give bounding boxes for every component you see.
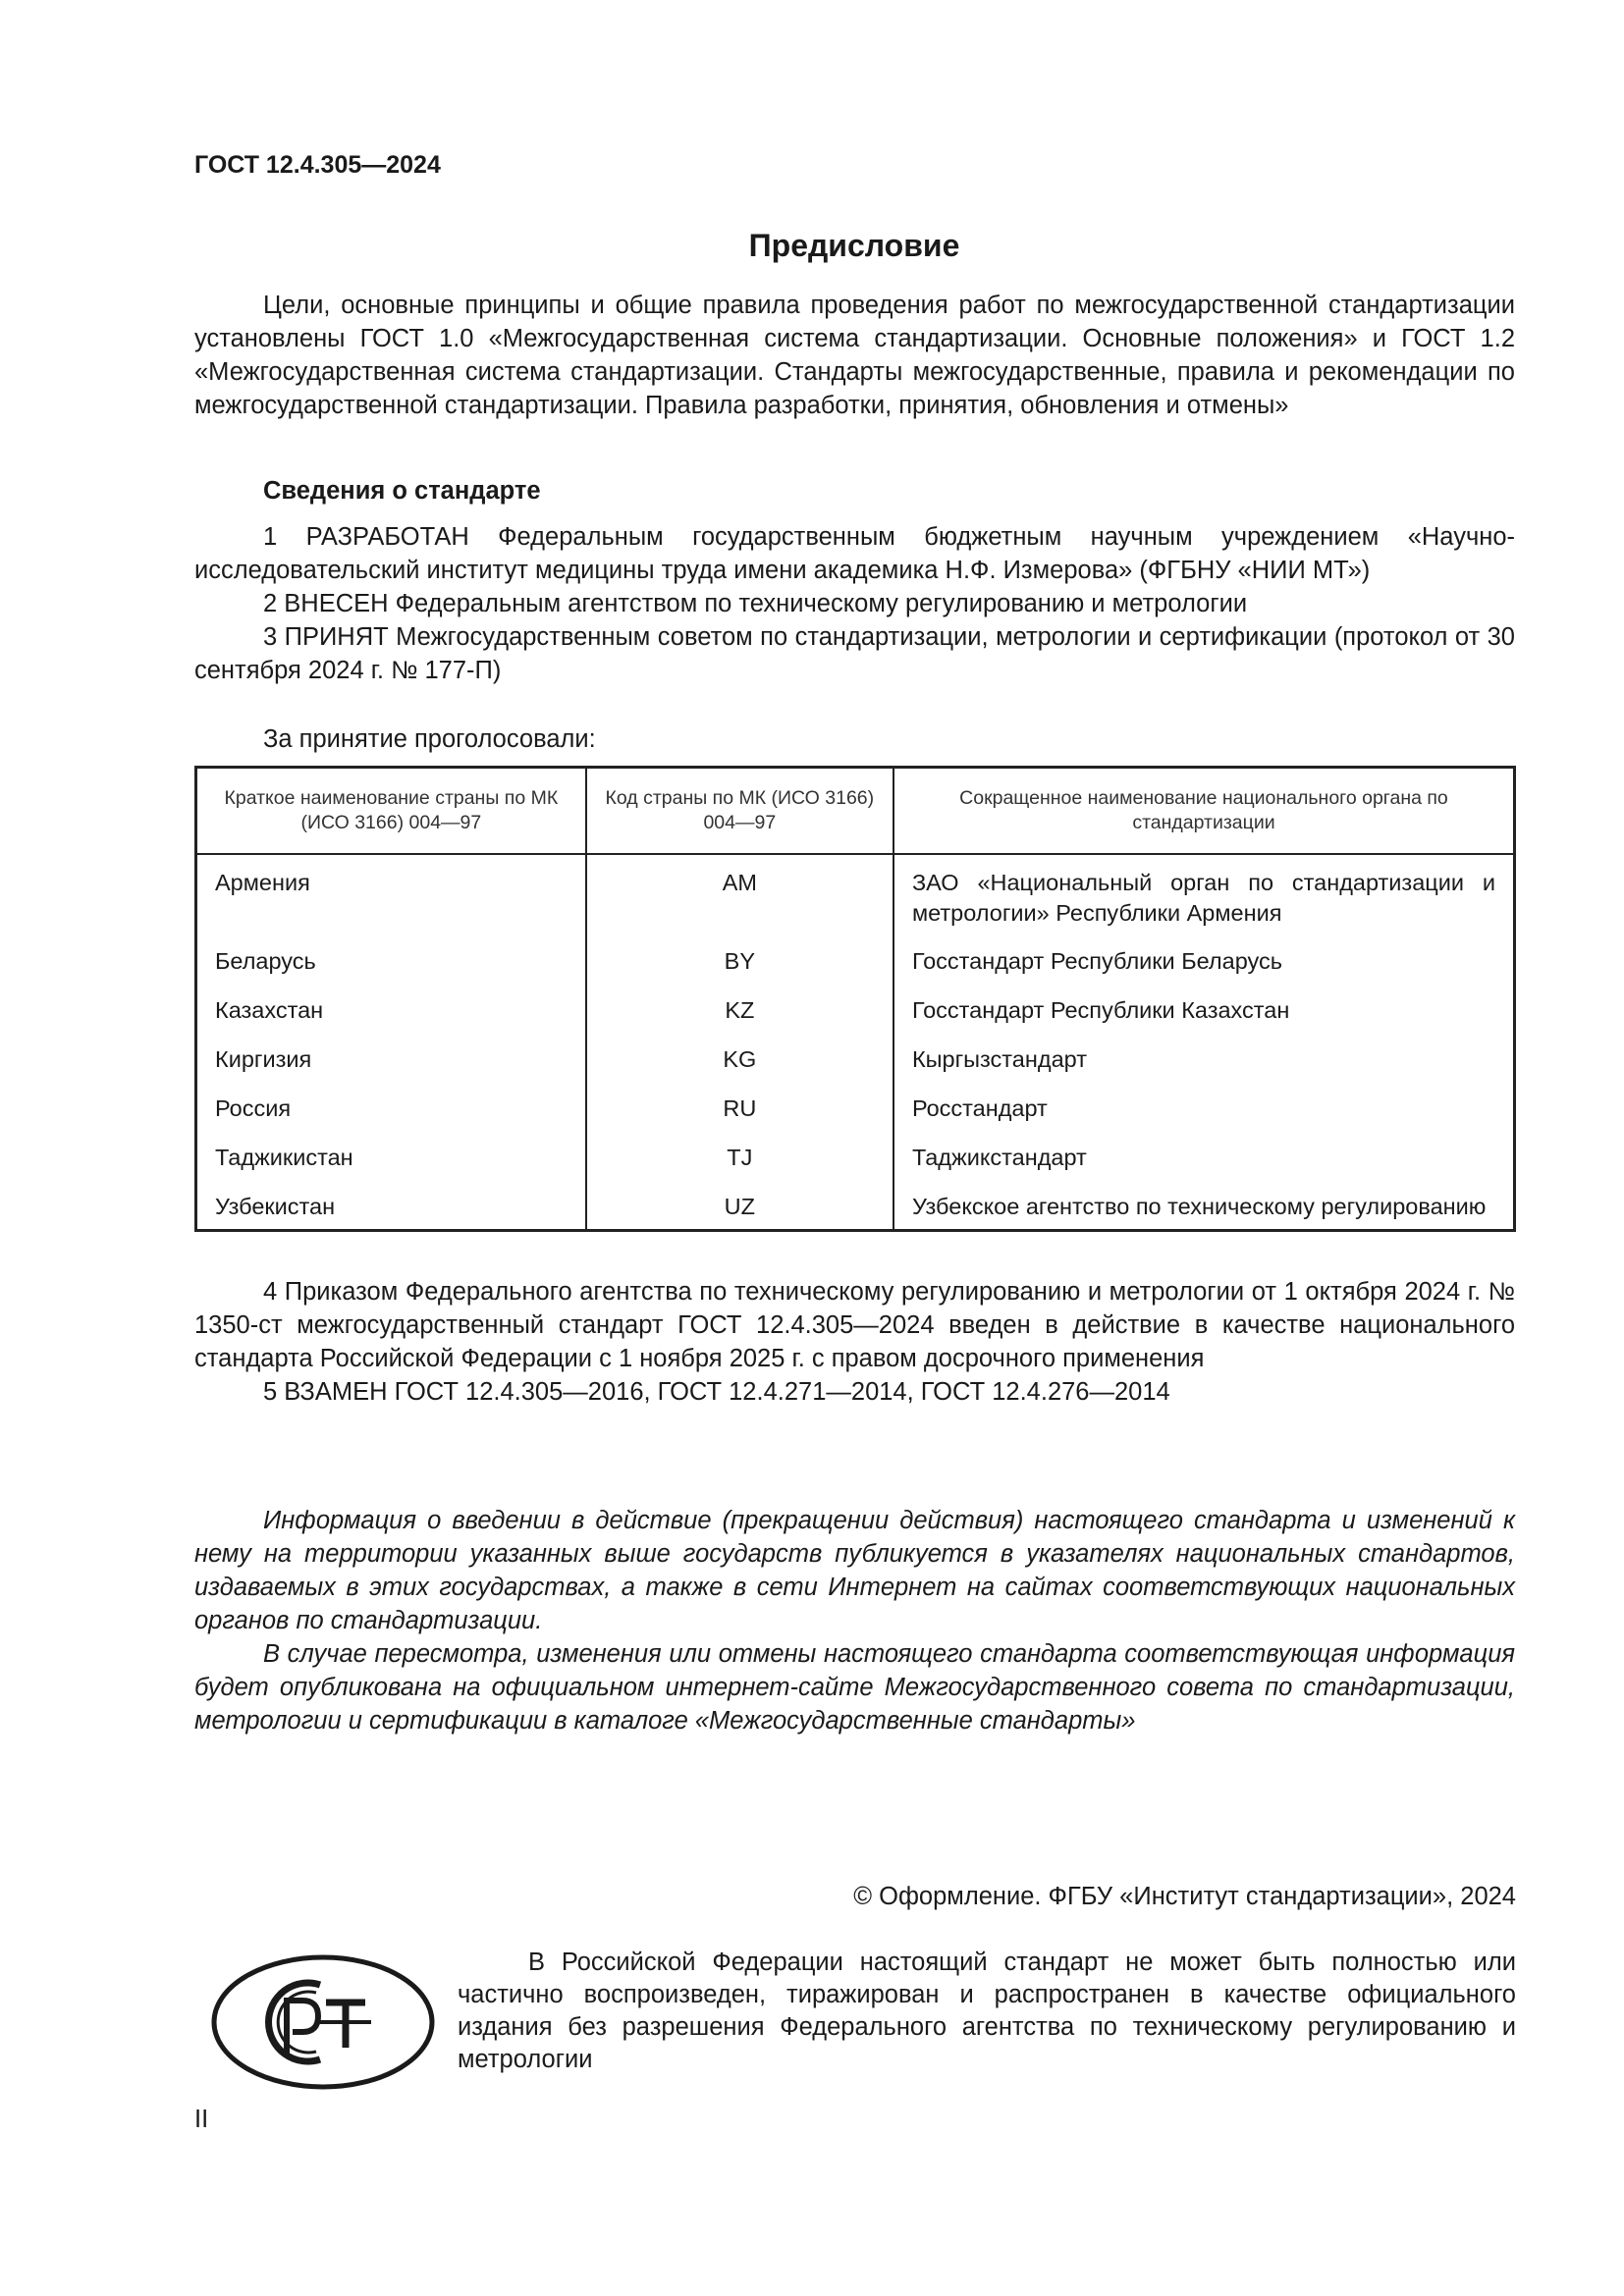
table-header-agency: Сокращенное наименование национального органа по стандартизации (893, 768, 1515, 855)
info-item-5: 5 ВЗАМЕН ГОСТ 12.4.305—2016, ГОСТ 12.4.271—2014, ГОСТ 12.4.276—2014 (263, 1378, 1170, 1406)
country-cell: Армения (215, 870, 310, 895)
intro-paragraph: Цели, основные принципы и общие правила проведения работ по межгосударственной стандартизации установлены ГОСТ 1.0 «Межгосударственная система стандартизации. Основные положения» и ГОСТ 1.2 «Межгосударственная система стандартизации. Стандарты межгосударственные, правила и рекомендации по межгосударственной стандартизации. Правила разработки, принятия, обновления и отмены» (194, 292, 1515, 419)
table-row (196, 1139, 1515, 1188)
agency-cell: ЗАО «Национальный орган по стандартизации и метрологии» Республики Армения (893, 854, 1515, 942)
agency-cell: Госстандарт Республики Беларусь (893, 942, 1515, 991)
code-cell: AM (586, 854, 893, 942)
table-header-code: Код страны по МК (ИСО 3166) 004—97 (586, 768, 893, 855)
info-item-1: 1 РАЗРАБОТАН Федеральным государственным бюджетным научным учреждением «Научно-исследовательский институт медицины труда имени академика Н.Ф. Измерова» (ФГБНУ «НИИ МТ») (194, 523, 1515, 584)
agency-cell: Росстандарт (893, 1090, 1515, 1139)
table-row (196, 1041, 1515, 1090)
info-items (194, 520, 1515, 687)
code-cell: BY (586, 942, 893, 991)
info-item-3: 3 ПРИНЯТ Межгосударственным советом по стандартизации, метрологии и сертификации (протокол от 30 сентября 2024 г. № 177-П) (194, 623, 1515, 684)
agency-cell: Узбекское агентство по техническому регулированию (893, 1188, 1515, 1231)
page-title: Предисловие (748, 228, 960, 263)
code-cell: RU (586, 1090, 893, 1139)
table-row (196, 991, 1515, 1041)
items-after-table (194, 1275, 1515, 1409)
page-number: II (194, 2106, 209, 2133)
italic-notes (194, 1504, 1515, 1737)
table-row (196, 942, 1515, 991)
country-cell: Узбекистан (215, 1194, 336, 1219)
pct-logo-icon (210, 1953, 436, 2100)
code-cell: UZ (586, 1188, 893, 1231)
info-section-title: Сведения о стандарте (263, 477, 541, 505)
table-header-row (196, 768, 1515, 855)
pct-mark-svg (210, 1953, 436, 2091)
country-cell: Беларусь (215, 948, 316, 974)
code-cell: TJ (586, 1139, 893, 1188)
italic-note-1: Информация о введении в действие (прекращении действия) настоящего стандарта и изменений к нему на территории указанных выше государств публикуется в указателях национальных стандартов, издаваемых в этих государствах, а также в сети Интернет на сайтах соответствующих национальных органов по стандартизации. (194, 1507, 1515, 1634)
agency-cell: Кыргызстандарт (893, 1041, 1515, 1090)
document-code: ГОСТ 12.4.305—2024 (194, 151, 441, 179)
country-cell: Киргизия (215, 1046, 312, 1072)
code-cell: KZ (586, 991, 893, 1041)
agency-cell: Госстандарт Республики Казахстан (893, 991, 1515, 1041)
table-header-country: Краткое наименование страны по МК (ИСО 3166) 004—97 (196, 768, 586, 855)
country-cell: Казахстан (215, 997, 324, 1023)
country-cell: Таджикистан (215, 1145, 353, 1170)
voted-label: За принятие проголосовали: (263, 725, 596, 753)
notice-text: В Российской Федерации настоящий стандарт не может быть полностью или частично воспроизведен, тиражирован и распространен в качестве официального издания без разрешения Федерального агентства по техническому регулированию и метрологии (458, 1949, 1516, 2073)
agency-cell: Таджикстандарт (893, 1139, 1515, 1188)
italic-note-2: В случае пересмотра, изменения или отмены настоящего стандарта соответствующая информация будет опубликована на официальном интернет-сайте Межгосударственного совета по стандартизации, метрологии и сертификации в каталоге «Межгосударственные стандарты» (194, 1640, 1515, 1735)
table-row (196, 854, 1515, 942)
country-cell: Россия (215, 1095, 292, 1121)
code-cell: KG (586, 1041, 893, 1090)
table-row (196, 1188, 1515, 1231)
info-item-2: 2 ВНЕСЕН Федеральным агентством по техническому регулированию и метрологии (263, 590, 1248, 617)
reproduction-notice (458, 1947, 1516, 2076)
info-item-4: 4 Приказом Федерального агентства по техническому регулированию и метрологии от 1 октября 2024 г. № 1350-ст межгосударственный стандарт ГОСТ 12.4.305—2024 введен в действие в качестве национального стандарта Российской Федерации с 1 ноября 2025 г. с правом досрочного применения (194, 1278, 1515, 1372)
copyright-text: © Оформление. ФГБУ «Институт стандартизации», 2024 (853, 1883, 1516, 1910)
table-row (196, 1090, 1515, 1139)
member-states-table (194, 766, 1516, 1232)
